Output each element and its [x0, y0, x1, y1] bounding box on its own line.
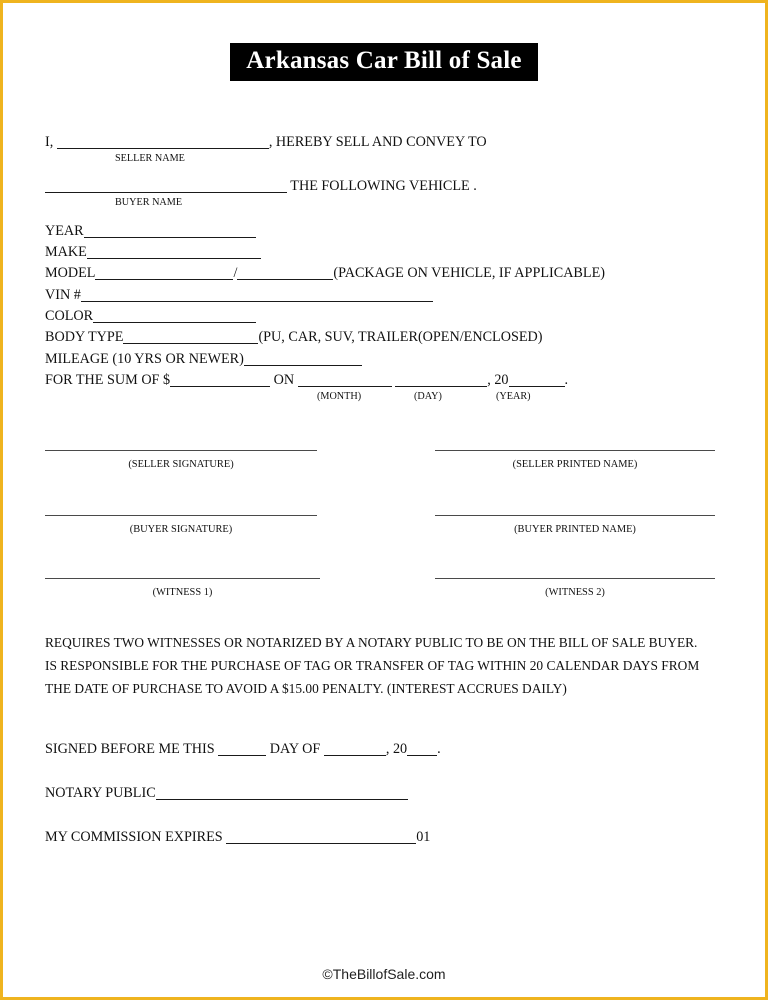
- seller-declaration-line: [45, 135, 487, 151]
- seller-signature-line[interactable]: [45, 450, 317, 451]
- buyer-signature-line[interactable]: [45, 515, 317, 516]
- day-caption: (DAY): [414, 391, 442, 402]
- year-blank[interactable]: [84, 225, 256, 238]
- sum-label: FOR THE SUM OF $: [45, 372, 171, 388]
- buyer-declaration-line: [45, 179, 477, 195]
- commission-expires-blank[interactable]: [226, 831, 416, 844]
- notary-period: .: [437, 741, 441, 757]
- vin-row: [45, 288, 433, 304]
- buyer-name-blank[interactable]: [45, 180, 287, 193]
- notice-line-1: REQUIRES TWO WITNESSES OR NOTARIZED BY A NOTARY PUBLIC TO BE ON THE BILL OF SALE BUYER.: [45, 635, 698, 650]
- seller-printed-name-line[interactable]: [435, 450, 715, 451]
- day-blank[interactable]: [395, 374, 487, 387]
- seller-signature-caption: (SELLER SIGNATURE): [128, 459, 234, 470]
- witness-2-caption: (WITNESS 2): [545, 587, 605, 598]
- mileage-row: [45, 352, 362, 368]
- model-row: [45, 266, 605, 282]
- vin-label: VIN #: [45, 287, 81, 303]
- color-label: COLOR: [45, 308, 94, 324]
- following-vehicle-text: THE FOLLOWING VEHICLE .: [287, 178, 477, 194]
- page-title-container: [3, 43, 765, 81]
- notary-month-blank[interactable]: [324, 743, 386, 756]
- witness-1-caption: (WITNESS 1): [152, 587, 213, 598]
- sum-period: .: [564, 372, 569, 388]
- color-row: [45, 309, 256, 325]
- body-type-row: [45, 330, 542, 346]
- seller-name-caption: SELLER NAME: [115, 153, 185, 164]
- vin-blank[interactable]: [81, 289, 433, 302]
- body-type-label: BODY TYPE: [45, 329, 124, 345]
- year-label: YEAR: [45, 223, 84, 239]
- body-type-blank[interactable]: [123, 331, 258, 344]
- notary-public-row: [45, 786, 408, 802]
- make-blank[interactable]: [87, 246, 261, 259]
- buyer-printed-name-line[interactable]: [435, 515, 715, 516]
- page-title: Arkansas Car Bill of Sale: [230, 43, 537, 81]
- seller-printed-name-caption: (SELLER PRINTED NAME): [512, 459, 638, 470]
- commission-expires-label: MY COMMISSION EXPIRES: [45, 829, 223, 845]
- year-caption: (YEAR): [496, 391, 531, 402]
- model-label: MODEL: [45, 265, 96, 281]
- year-row: [45, 224, 256, 240]
- declaration-prefix: I,: [45, 134, 54, 150]
- mileage-label: MILEAGE (10 YRS OR NEWER): [45, 351, 244, 367]
- sum-year-prefix: , 20: [487, 372, 509, 388]
- commission-suffix: 01: [416, 829, 431, 845]
- model-note: (PACKAGE ON VEHICLE, IF APPLICABLE): [333, 265, 605, 281]
- seller-name-blank[interactable]: [57, 136, 269, 149]
- month-caption: (MONTH): [317, 391, 362, 402]
- make-row: [45, 245, 261, 261]
- notary-year-blank[interactable]: [407, 743, 437, 756]
- month-blank[interactable]: [298, 374, 392, 387]
- color-blank[interactable]: [93, 310, 256, 323]
- package-blank[interactable]: [237, 267, 333, 280]
- buyer-name-caption: BUYER NAME: [115, 197, 183, 208]
- notary-public-label: NOTARY PUBLIC: [45, 785, 156, 801]
- mileage-blank[interactable]: [244, 353, 362, 366]
- notice-line-3: THE DATE OF PURCHASE TO AVOID A $15.00 PENALTY. (INTEREST ACCRUES DAILY): [45, 681, 567, 696]
- signed-before-me-label: SIGNED BEFORE ME THIS: [45, 741, 215, 757]
- witness-1-line[interactable]: [45, 578, 320, 579]
- sum-row: [45, 373, 568, 389]
- commission-expires-row: [45, 830, 430, 846]
- footer-attribution: ©TheBillofSale.com: [322, 966, 446, 982]
- buyer-printed-name-caption: (BUYER PRINTED NAME): [514, 524, 636, 535]
- sum-amount-blank[interactable]: [170, 374, 270, 387]
- make-label: MAKE: [45, 244, 87, 260]
- model-separator: /: [233, 265, 238, 281]
- notary-year-prefix: , 20: [385, 741, 408, 757]
- year-of-sale-blank[interactable]: [509, 374, 565, 387]
- sum-on-label: ON: [273, 372, 295, 388]
- buyer-signature-caption: (BUYER SIGNATURE): [129, 524, 233, 535]
- notary-day-blank[interactable]: [218, 743, 266, 756]
- day-of-label: DAY OF: [269, 741, 321, 757]
- body-type-note: (PU, CAR, SUV, TRAILER(OPEN/ENCLOSED): [258, 329, 543, 345]
- notice-line-2: IS RESPONSIBLE FOR THE PURCHASE OF TAG OR TRANSFER OF TAG WITHIN 20 CALENDAR DAYS FROM: [45, 658, 700, 673]
- notary-public-blank[interactable]: [156, 787, 408, 800]
- declaration-suffix: , HEREBY SELL AND CONVEY TO: [268, 134, 487, 150]
- model-blank[interactable]: [95, 267, 233, 280]
- signed-before-me-row: [45, 742, 441, 758]
- witness-notice-paragraph: [45, 631, 721, 700]
- witness-2-line[interactable]: [435, 578, 715, 579]
